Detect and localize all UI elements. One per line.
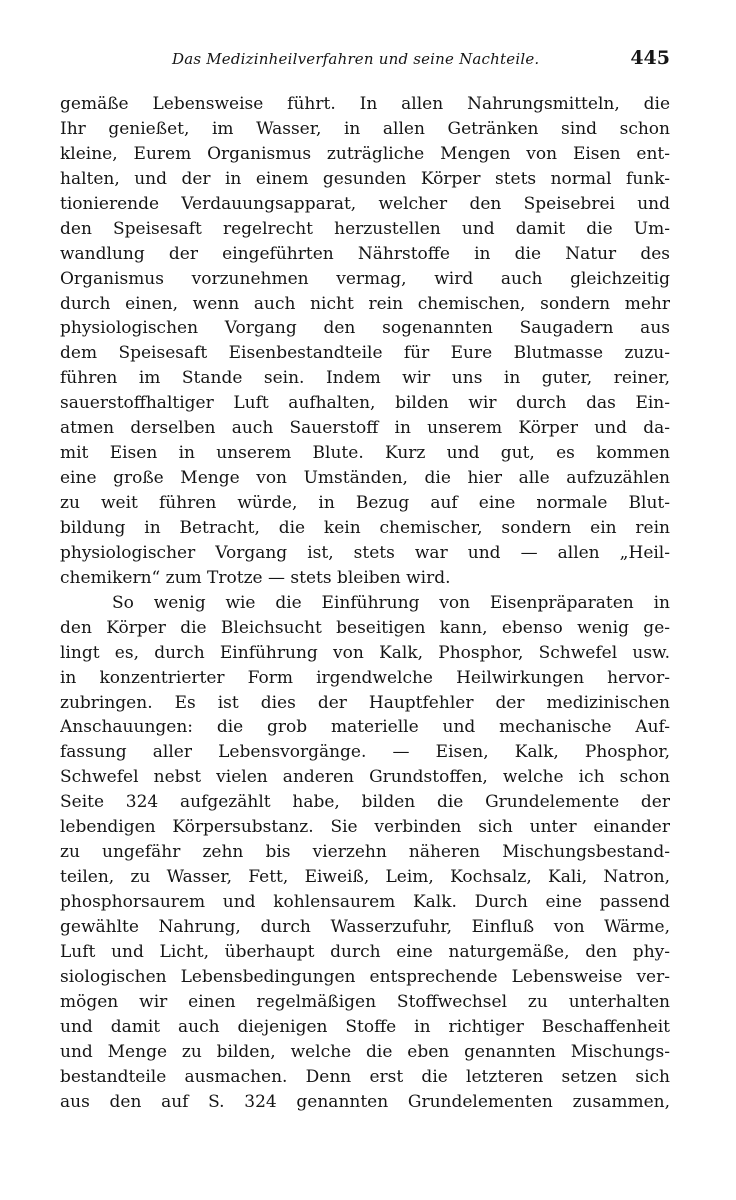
text-line: Anschauungen: die grob materielle und mechanische Auf- — [60, 717, 670, 738]
body-text — [60, 92, 670, 1114]
text-line: den Speisesaft regelrecht herzustellen und damit die Um- — [60, 218, 670, 239]
text-line: gewählte Nahrung, durch Wasserzufuhr, Einfluß von Wärme, — [60, 916, 670, 937]
text-line: lebendigen Körpersubstanz. Sie verbinden sich unter einander — [60, 817, 670, 838]
text-line: Organismus vorzunehmen vermag, wird auch gleichzeitig — [60, 268, 670, 289]
text-line: kleine, Eurem Organismus zuträgliche Mengen von Eisen ent- — [60, 143, 670, 164]
running-title: Das Medizinheilverfahren und seine Nachteile. — [172, 50, 540, 68]
text-line: physiologischen Vorgang den sogenannten Saugadern aus — [60, 318, 670, 339]
paragraph-1 — [60, 92, 670, 591]
text-line: Seite 324 aufgezählt habe, bilden die Grundelemente der — [60, 792, 670, 813]
text-line: Schwefel nebst vielen anderen Grundstoffen, welche ich schon — [60, 767, 670, 788]
text-line: teilen, zu Wasser, Fett, Eiweiß, Leim, Kochsalz, Kali, Natron, — [60, 867, 670, 888]
text-line: eine große Menge von Umständen, die hier alle aufzuzählen — [60, 468, 670, 489]
text-line: atmen derselben auch Sauerstoff in unserem Körper und da- — [60, 418, 670, 439]
text-line: wandlung der eingeführten Nährstoffe in die Natur des — [60, 243, 670, 264]
text-line: So wenig wie die Einführung von Eisenpräparaten in — [112, 592, 670, 613]
text-line: lingt es, durch Einführung von Kalk, Phosphor, Schwefel usw. — [60, 642, 670, 663]
text-line: zu weit führen würde, in Bezug auf eine normale Blut- — [60, 493, 670, 513]
text-line: gemäße Lebensweise führt. In allen Nahrungsmitteln, die — [60, 94, 670, 114]
text-line: zu ungefähr zehn bis vierzehn näheren Mischungsbestand- — [60, 842, 670, 863]
text-line: sauerstoffhaltiger Luft aufhalten, bilden wir durch das Ein- — [60, 393, 670, 414]
page-number: 445 — [630, 47, 670, 69]
text-line: dem Speisesaft Eisenbestandteile für Eure Blutmasse zuzu- — [60, 343, 670, 364]
paragraph-2 — [60, 591, 670, 1115]
text-line: den Körper die Bleichsucht beseitigen kann, ebenso wenig ge- — [60, 617, 670, 638]
text-line: tionierende Verdauungsapparat, welcher den Speisebrei und — [60, 193, 670, 214]
text-line: bildung in Betracht, die kein chemischer, sondern ein rein — [60, 517, 670, 538]
text-line: fassung aller Lebensvorgänge. — Eisen, Kalk, Phosphor, — [60, 742, 670, 763]
text-line: chemikern“ zum Trotze — stets bleiben wird. — [60, 567, 451, 588]
text-line: Ihr genießet, im Wasser, in allen Getränken sind schon — [60, 118, 670, 139]
text-line: mögen wir einen regelmäßigen Stoffwechsel zu unterhalten — [60, 991, 670, 1012]
text-line: physiologischer Vorgang ist, stets war und — allen „Heil- — [60, 542, 670, 563]
text-line: siologischen Lebensbedingungen entsprechende Lebensweise ver- — [60, 966, 670, 987]
running-head — [60, 47, 670, 71]
text-line: phosphorsaurem und kohlensaurem Kalk. Durch eine passend — [60, 892, 670, 912]
text-line: bestandteile ausmachen. Denn erst die letzteren setzen sich — [60, 1066, 670, 1087]
text-line: führen im Stande sein. Indem wir uns in guter, reiner, — [60, 368, 670, 389]
text-line: mit Eisen in unserem Blute. Kurz und gut, es kommen — [60, 443, 670, 464]
text-line: und damit auch diejenigen Stoffe in richtiger Beschaffenheit — [60, 1016, 670, 1037]
text-line: aus den auf S. 324 genannten Grundelementen zusammen, — [60, 1091, 670, 1112]
text-line: in konzentrierter Form irgendwelche Heilwirkungen hervor- — [60, 667, 670, 688]
text-line: Luft und Licht, überhaupt durch eine naturgemäße, den phy- — [60, 941, 670, 962]
text-line: und Menge zu bilden, welche die eben genannten Mischungs- — [60, 1041, 670, 1062]
text-line: zubringen. Es ist dies der Hauptfehler der medizinischen — [60, 692, 670, 713]
text-line: durch einen, wenn auch nicht rein chemischen, sondern mehr — [60, 293, 670, 314]
text-line: halten, und der in einem gesunden Körper stets normal funk- — [60, 168, 670, 189]
